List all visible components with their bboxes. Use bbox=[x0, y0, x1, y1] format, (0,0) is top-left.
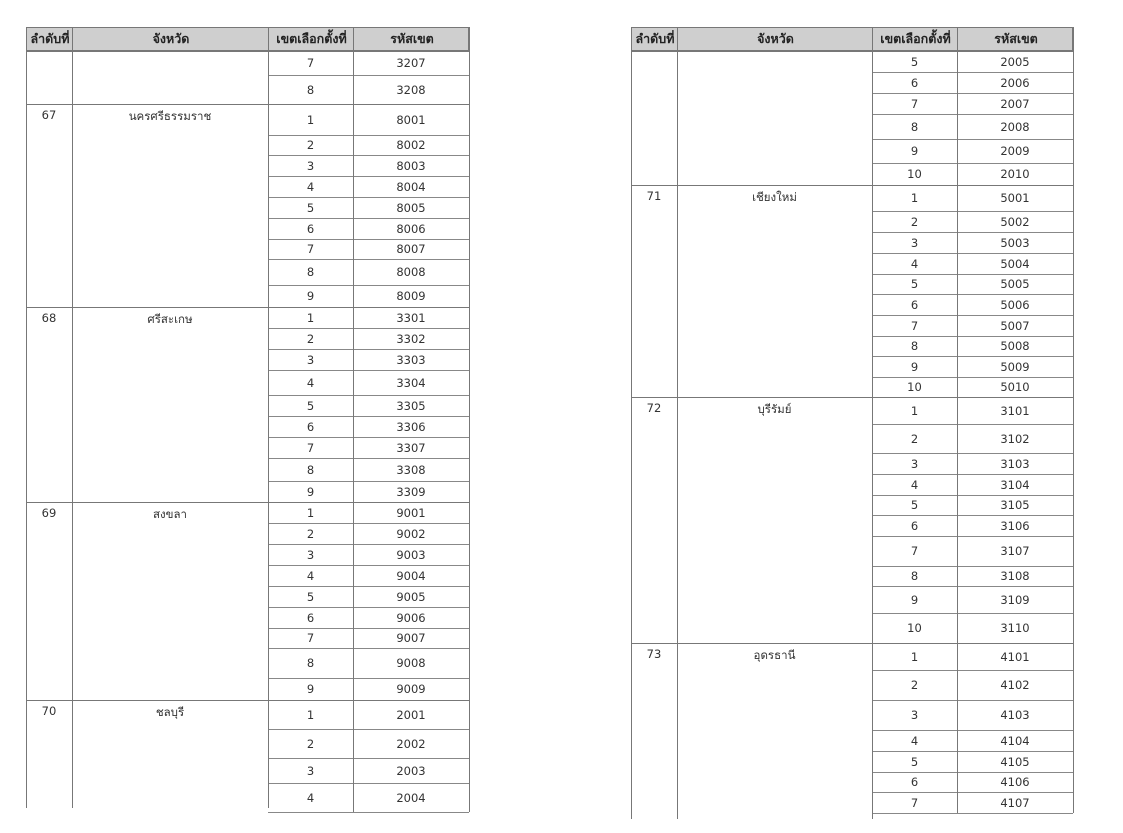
district-number-cell: 7 bbox=[306, 631, 315, 645]
group-divider bbox=[631, 185, 1073, 186]
row-divider bbox=[872, 453, 1073, 454]
order-cell: 71 bbox=[646, 189, 662, 203]
district-number-cell: 4 bbox=[306, 791, 315, 805]
row-divider bbox=[872, 613, 1073, 614]
column-line bbox=[677, 27, 678, 819]
column-line bbox=[469, 27, 470, 812]
row-divider bbox=[872, 495, 1073, 496]
district-number-cell: 4 bbox=[306, 376, 315, 390]
district-number-cell: 1 bbox=[306, 506, 315, 520]
district-number-cell: 2 bbox=[910, 678, 919, 692]
district-code-cell: 2001 bbox=[396, 708, 426, 722]
row-divider bbox=[872, 72, 1073, 73]
district-number-cell: 4 bbox=[306, 569, 315, 583]
district-number-cell: 7 bbox=[306, 56, 315, 70]
row-divider bbox=[872, 751, 1073, 752]
row-divider bbox=[268, 395, 469, 396]
district-number-cell: 2 bbox=[306, 332, 315, 346]
district-number-cell: 5 bbox=[910, 55, 919, 69]
district-code-cell: 3109 bbox=[1000, 593, 1030, 607]
district-code-cell: 4101 bbox=[1000, 650, 1030, 664]
row-divider bbox=[872, 792, 1073, 793]
district-code-cell: 9005 bbox=[396, 590, 426, 604]
column-line bbox=[72, 27, 73, 808]
district-code-cell: 9003 bbox=[396, 548, 426, 562]
header-code: รหัสเขต bbox=[994, 31, 1038, 46]
district-number-cell: 6 bbox=[910, 775, 919, 789]
row-divider bbox=[872, 670, 1073, 671]
district-code-cell: 5001 bbox=[1000, 191, 1030, 205]
row-divider bbox=[872, 294, 1073, 295]
district-table-left bbox=[26, 27, 469, 808]
column-line bbox=[957, 27, 958, 813]
district-number-cell: 2 bbox=[910, 432, 919, 446]
district-code-cell: 9007 bbox=[396, 631, 426, 645]
district-number-cell: 3 bbox=[306, 764, 315, 778]
district-code-cell: 5007 bbox=[1000, 319, 1030, 333]
column-line bbox=[268, 27, 269, 808]
district-code-cell: 5004 bbox=[1000, 257, 1030, 271]
district-number-cell: 8 bbox=[306, 463, 315, 477]
order-cell: 67 bbox=[41, 108, 57, 122]
group-divider bbox=[26, 307, 469, 308]
district-number-cell: 7 bbox=[306, 441, 315, 455]
row-divider bbox=[268, 523, 469, 524]
district-code-cell: 8002 bbox=[396, 138, 426, 152]
district-code-cell: 8004 bbox=[396, 180, 426, 194]
district-code-cell: 3304 bbox=[396, 376, 426, 390]
row-divider bbox=[872, 114, 1073, 115]
header-province: จังหวัด bbox=[152, 31, 190, 46]
row-divider bbox=[268, 285, 469, 286]
district-code-cell: 9001 bbox=[396, 506, 426, 520]
district-code-cell: 4105 bbox=[1000, 755, 1030, 769]
group-divider bbox=[26, 51, 469, 52]
row-divider bbox=[268, 586, 469, 587]
district-code-cell: 3105 bbox=[1000, 498, 1030, 512]
row-divider bbox=[268, 75, 469, 76]
province-cell: นครศรีธรรมราช bbox=[128, 109, 212, 123]
district-number-cell: 2 bbox=[306, 737, 315, 751]
row-divider bbox=[268, 758, 469, 759]
district-code-cell: 8005 bbox=[396, 201, 426, 215]
district-number-cell: 9 bbox=[306, 682, 315, 696]
row-divider bbox=[872, 93, 1073, 94]
district-code-cell: 3307 bbox=[396, 441, 426, 455]
province-cell: เชียงใหม่ bbox=[752, 190, 797, 204]
district-number-cell: 10 bbox=[907, 167, 922, 181]
district-number-cell: 6 bbox=[910, 519, 919, 533]
row-divider bbox=[268, 239, 469, 240]
district-code-cell: 9008 bbox=[396, 656, 426, 670]
row-divider bbox=[268, 135, 469, 136]
row-divider bbox=[268, 648, 469, 649]
district-code-cell: 3207 bbox=[396, 56, 426, 70]
district-number-cell: 8 bbox=[910, 120, 919, 134]
row-divider bbox=[872, 730, 1073, 731]
row-divider bbox=[268, 628, 469, 629]
district-code-cell: 2007 bbox=[1000, 97, 1030, 111]
district-code-cell: 2010 bbox=[1000, 167, 1030, 181]
district-number-cell: 2 bbox=[306, 138, 315, 152]
column-line bbox=[1073, 27, 1074, 813]
row-divider bbox=[268, 370, 469, 371]
district-number-cell: 1 bbox=[306, 311, 315, 325]
district-number-cell: 7 bbox=[910, 319, 919, 333]
group-divider bbox=[26, 502, 469, 503]
row-divider bbox=[268, 218, 469, 219]
district-code-cell: 8006 bbox=[396, 222, 426, 236]
row-divider bbox=[872, 515, 1073, 516]
district-number-cell: 6 bbox=[306, 222, 315, 236]
district-number-cell: 7 bbox=[910, 544, 919, 558]
group-divider bbox=[631, 397, 1073, 398]
row-divider bbox=[872, 232, 1073, 233]
district-code-cell: 9004 bbox=[396, 569, 426, 583]
column-line bbox=[26, 27, 27, 808]
row-divider bbox=[872, 474, 1073, 475]
header-district: เขตเลือกตั้งที่ bbox=[880, 31, 951, 46]
district-number-cell: 8 bbox=[306, 83, 315, 97]
district-number-cell: 8 bbox=[910, 339, 919, 353]
district-number-cell: 9 bbox=[910, 593, 919, 607]
district-number-cell: 4 bbox=[910, 734, 919, 748]
district-number-cell: 8 bbox=[306, 265, 315, 279]
header-order: ลำดับที่ bbox=[635, 31, 675, 46]
district-number-cell: 2 bbox=[910, 215, 919, 229]
district-number-cell: 10 bbox=[907, 621, 922, 635]
district-code-cell: 5005 bbox=[1000, 277, 1030, 291]
row-divider bbox=[872, 253, 1073, 254]
row-divider bbox=[872, 163, 1073, 164]
province-cell: ศรีสะเกษ bbox=[147, 312, 193, 326]
district-number-cell: 1 bbox=[910, 191, 919, 205]
district-table-right bbox=[631, 27, 1073, 819]
row-divider bbox=[872, 566, 1073, 567]
district-number-cell: 3 bbox=[306, 159, 315, 173]
district-code-cell: 8001 bbox=[396, 113, 426, 127]
row-divider bbox=[872, 813, 1073, 814]
district-number-cell: 3 bbox=[306, 548, 315, 562]
province-cell: บุรีรัมย์ bbox=[757, 402, 792, 416]
row-divider bbox=[268, 176, 469, 177]
row-divider bbox=[872, 377, 1073, 378]
district-number-cell: 7 bbox=[910, 796, 919, 810]
district-code-cell: 5006 bbox=[1000, 298, 1030, 312]
district-number-cell: 6 bbox=[910, 76, 919, 90]
order-cell: 69 bbox=[41, 506, 57, 520]
order-cell: 73 bbox=[646, 647, 662, 661]
district-code-cell: 2006 bbox=[1000, 76, 1030, 90]
province-cell: อุดรธานี bbox=[753, 648, 796, 662]
district-number-cell: 5 bbox=[910, 755, 919, 769]
order-cell: 68 bbox=[41, 311, 57, 325]
district-code-cell: 3309 bbox=[396, 485, 426, 499]
district-number-cell: 9 bbox=[306, 289, 315, 303]
row-divider bbox=[268, 783, 469, 784]
district-code-cell: 9009 bbox=[396, 682, 426, 696]
district-number-cell: 7 bbox=[910, 97, 919, 111]
district-number-cell: 3 bbox=[910, 457, 919, 471]
district-code-cell: 3301 bbox=[396, 311, 426, 325]
district-number-cell: 3 bbox=[306, 353, 315, 367]
district-code-cell: 5003 bbox=[1000, 236, 1030, 250]
row-divider bbox=[268, 437, 469, 438]
row-divider bbox=[268, 565, 469, 566]
group-divider bbox=[26, 700, 469, 701]
district-number-cell: 6 bbox=[910, 298, 919, 312]
district-code-cell: 4104 bbox=[1000, 734, 1030, 748]
district-code-cell: 3208 bbox=[396, 83, 426, 97]
district-code-cell: 9002 bbox=[396, 527, 426, 541]
district-code-cell: 4102 bbox=[1000, 678, 1030, 692]
province-cell: ชลบุรี bbox=[155, 705, 185, 719]
district-number-cell: 5 bbox=[910, 277, 919, 291]
group-divider bbox=[631, 643, 1073, 644]
district-number-cell: 3 bbox=[910, 708, 919, 722]
district-code-cell: 8008 bbox=[396, 265, 426, 279]
district-code-cell: 3302 bbox=[396, 332, 426, 346]
row-divider bbox=[268, 544, 469, 545]
district-number-cell: 5 bbox=[306, 399, 315, 413]
group-divider bbox=[631, 51, 1073, 52]
table-header bbox=[631, 27, 1073, 51]
row-divider bbox=[872, 211, 1073, 212]
district-number-cell: 6 bbox=[306, 420, 315, 434]
district-code-cell: 2005 bbox=[1000, 55, 1030, 69]
district-code-cell: 9006 bbox=[396, 611, 426, 625]
row-divider bbox=[872, 700, 1073, 701]
district-number-cell: 9 bbox=[910, 144, 919, 158]
row-divider bbox=[268, 259, 469, 260]
row-divider bbox=[872, 274, 1073, 275]
district-code-cell: 2008 bbox=[1000, 120, 1030, 134]
district-number-cell: 4 bbox=[910, 257, 919, 271]
row-divider bbox=[268, 155, 469, 156]
row-divider bbox=[268, 416, 469, 417]
district-code-cell: 8003 bbox=[396, 159, 426, 173]
district-code-cell: 5008 bbox=[1000, 339, 1030, 353]
district-number-cell: 1 bbox=[306, 113, 315, 127]
district-code-cell: 5009 bbox=[1000, 360, 1030, 374]
row-divider bbox=[268, 349, 469, 350]
row-divider bbox=[872, 336, 1073, 337]
district-code-cell: 3110 bbox=[1000, 621, 1030, 635]
district-number-cell: 7 bbox=[306, 242, 315, 256]
district-code-cell: 4106 bbox=[1000, 775, 1030, 789]
district-number-cell: 5 bbox=[306, 201, 315, 215]
district-code-cell: 2003 bbox=[396, 764, 426, 778]
row-divider bbox=[268, 328, 469, 329]
district-code-cell: 3103 bbox=[1000, 457, 1030, 471]
column-line bbox=[631, 27, 632, 819]
row-divider bbox=[872, 139, 1073, 140]
district-number-cell: 10 bbox=[907, 380, 922, 394]
row-divider bbox=[872, 586, 1073, 587]
district-code-cell: 3104 bbox=[1000, 478, 1030, 492]
district-code-cell: 8009 bbox=[396, 289, 426, 303]
row-divider bbox=[268, 197, 469, 198]
district-number-cell: 5 bbox=[306, 590, 315, 604]
district-code-cell: 2004 bbox=[396, 791, 426, 805]
district-code-cell: 2002 bbox=[396, 737, 426, 751]
row-divider bbox=[268, 678, 469, 679]
row-divider bbox=[268, 729, 469, 730]
district-number-cell: 1 bbox=[910, 650, 919, 664]
group-divider bbox=[26, 104, 469, 105]
district-code-cell: 2009 bbox=[1000, 144, 1030, 158]
row-divider bbox=[872, 356, 1073, 357]
district-number-cell: 2 bbox=[306, 527, 315, 541]
header-district: เขตเลือกตั้งที่ bbox=[276, 31, 347, 46]
district-code-cell: 3306 bbox=[396, 420, 426, 434]
district-code-cell: 3107 bbox=[1000, 544, 1030, 558]
order-cell: 72 bbox=[646, 401, 662, 415]
district-number-cell: 1 bbox=[910, 404, 919, 418]
province-cell: สงขลา bbox=[152, 507, 187, 521]
district-number-cell: 8 bbox=[910, 569, 919, 583]
table-header bbox=[26, 27, 469, 51]
district-code-cell: 3303 bbox=[396, 353, 426, 367]
district-code-cell: 4107 bbox=[1000, 796, 1030, 810]
district-code-cell: 4103 bbox=[1000, 708, 1030, 722]
column-line bbox=[872, 27, 873, 819]
district-number-cell: 3 bbox=[910, 236, 919, 250]
district-code-cell: 3308 bbox=[396, 463, 426, 477]
district-number-cell: 9 bbox=[910, 360, 919, 374]
district-number-cell: 1 bbox=[306, 708, 315, 722]
district-number-cell: 8 bbox=[306, 656, 315, 670]
row-divider bbox=[268, 812, 469, 813]
header-order: ลำดับที่ bbox=[30, 31, 70, 46]
row-divider bbox=[872, 772, 1073, 773]
district-number-cell: 9 bbox=[306, 485, 315, 499]
district-code-cell: 5010 bbox=[1000, 380, 1030, 394]
district-number-cell: 4 bbox=[910, 478, 919, 492]
header-code: รหัสเขต bbox=[390, 31, 434, 46]
district-number-cell: 5 bbox=[910, 498, 919, 512]
district-code-cell: 5002 bbox=[1000, 215, 1030, 229]
district-code-cell: 3101 bbox=[1000, 404, 1030, 418]
row-divider bbox=[268, 607, 469, 608]
district-number-cell: 4 bbox=[306, 180, 315, 194]
row-divider bbox=[268, 458, 469, 459]
district-code-cell: 3102 bbox=[1000, 432, 1030, 446]
row-divider bbox=[872, 315, 1073, 316]
district-code-cell: 8007 bbox=[396, 242, 426, 256]
district-code-cell: 3305 bbox=[396, 399, 426, 413]
district-code-cell: 3106 bbox=[1000, 519, 1030, 533]
order-cell: 70 bbox=[41, 704, 57, 718]
row-divider bbox=[872, 424, 1073, 425]
district-number-cell: 6 bbox=[306, 611, 315, 625]
row-divider bbox=[872, 536, 1073, 537]
district-code-cell: 3108 bbox=[1000, 569, 1030, 583]
column-line bbox=[353, 27, 354, 812]
header-province: จังหวัด bbox=[757, 31, 794, 46]
row-divider bbox=[268, 481, 469, 482]
